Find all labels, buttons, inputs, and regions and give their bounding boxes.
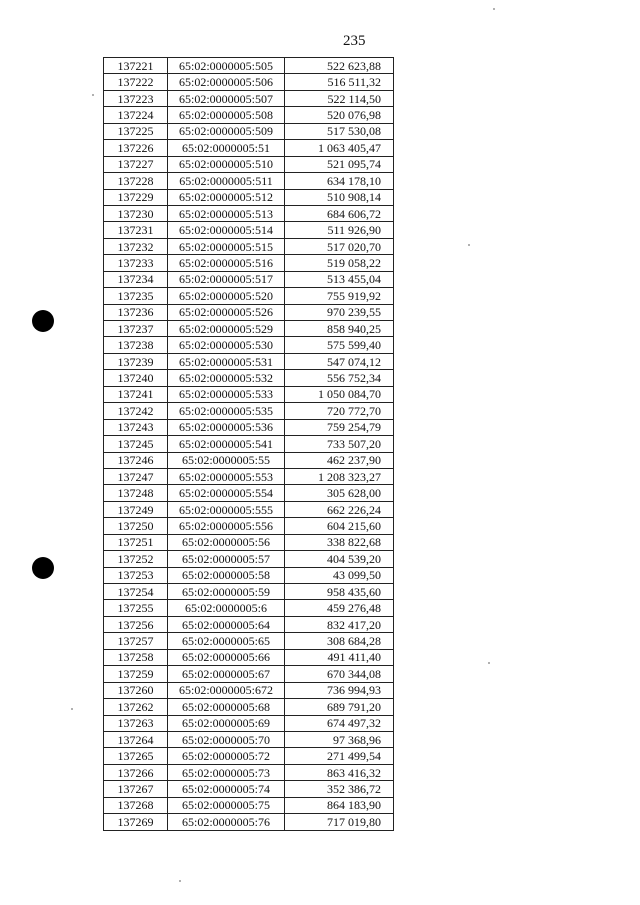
- cell-record-number: 137240: [104, 370, 168, 386]
- cell-record-number: 137259: [104, 666, 168, 682]
- table-row: [104, 74, 394, 90]
- scan-speck: [71, 708, 73, 710]
- cell-record-number: 137258: [104, 649, 168, 665]
- table-body: [104, 58, 394, 831]
- cell-record-number: 137253: [104, 567, 168, 583]
- cell-value: 308 684,28: [285, 633, 394, 649]
- cell-cadastral-number: 65:02:0000005:73: [168, 764, 285, 780]
- cell-cadastral-number: 65:02:0000005:517: [168, 271, 285, 287]
- table-row: [104, 584, 394, 600]
- scan-speck: [468, 244, 470, 246]
- cell-cadastral-number: 65:02:0000005:535: [168, 403, 285, 419]
- cell-record-number: 137256: [104, 616, 168, 632]
- cell-value: 459 276,48: [285, 600, 394, 616]
- table-row: [104, 551, 394, 567]
- table-row: [104, 781, 394, 797]
- cell-record-number: 137238: [104, 337, 168, 353]
- table-row: [104, 600, 394, 616]
- cell-record-number: 137230: [104, 205, 168, 221]
- scan-speck: [179, 880, 181, 882]
- table-row: [104, 173, 394, 189]
- table-row: [104, 436, 394, 452]
- cell-record-number: 137226: [104, 140, 168, 156]
- cell-cadastral-number: 65:02:0000005:56: [168, 534, 285, 550]
- cell-value: 516 511,32: [285, 74, 394, 90]
- table-row: [104, 666, 394, 682]
- table-row: [104, 304, 394, 320]
- table-row: [104, 419, 394, 435]
- cell-cadastral-number: 65:02:0000005:72: [168, 748, 285, 764]
- cell-cadastral-number: 65:02:0000005:515: [168, 238, 285, 254]
- cell-value: 863 416,32: [285, 764, 394, 780]
- cell-value: 755 919,92: [285, 288, 394, 304]
- cell-cadastral-number: 65:02:0000005:69: [168, 715, 285, 731]
- cell-value: 352 386,72: [285, 781, 394, 797]
- cell-cadastral-number: 65:02:0000005:526: [168, 304, 285, 320]
- cell-cadastral-number: 65:02:0000005:507: [168, 90, 285, 106]
- cell-cadastral-number: 65:02:0000005:58: [168, 567, 285, 583]
- cell-cadastral-number: 65:02:0000005:514: [168, 222, 285, 238]
- table-row: [104, 797, 394, 813]
- cell-record-number: 137223: [104, 90, 168, 106]
- cell-value: 720 772,70: [285, 403, 394, 419]
- table-row: [104, 468, 394, 484]
- cell-cadastral-number: 65:02:0000005:512: [168, 189, 285, 205]
- cell-record-number: 137248: [104, 485, 168, 501]
- cell-value: 670 344,08: [285, 666, 394, 682]
- table-row: [104, 386, 394, 402]
- cell-record-number: 137235: [104, 288, 168, 304]
- punch-hole: [32, 310, 54, 332]
- cell-cadastral-number: 65:02:0000005:536: [168, 419, 285, 435]
- cell-cadastral-number: 65:02:0000005:510: [168, 156, 285, 172]
- cell-record-number: 137221: [104, 58, 168, 74]
- table-row: [104, 814, 394, 830]
- cell-value: 1 208 323,27: [285, 468, 394, 484]
- cell-value: 689 791,20: [285, 699, 394, 715]
- cell-record-number: 137268: [104, 797, 168, 813]
- table-row: [104, 567, 394, 583]
- cell-value: 970 239,55: [285, 304, 394, 320]
- cell-record-number: 137234: [104, 271, 168, 287]
- cell-record-number: 137267: [104, 781, 168, 797]
- cell-cadastral-number: 65:02:0000005:64: [168, 616, 285, 632]
- cell-cadastral-number: 65:02:0000005:74: [168, 781, 285, 797]
- punch-hole: [32, 557, 54, 579]
- cell-record-number: 137260: [104, 682, 168, 698]
- cell-cadastral-number: 65:02:0000005:530: [168, 337, 285, 353]
- table-row: [104, 699, 394, 715]
- cell-value: 575 599,40: [285, 337, 394, 353]
- cell-cadastral-number: 65:02:0000005:68: [168, 699, 285, 715]
- cell-record-number: 137245: [104, 436, 168, 452]
- cell-value: 519 058,22: [285, 255, 394, 271]
- table-row: [104, 403, 394, 419]
- table-row: [104, 649, 394, 665]
- cell-cadastral-number: 65:02:0000005:556: [168, 518, 285, 534]
- cell-cadastral-number: 65:02:0000005:505: [168, 58, 285, 74]
- cell-cadastral-number: 65:02:0000005:76: [168, 814, 285, 830]
- cell-record-number: 137222: [104, 74, 168, 90]
- cell-cadastral-number: 65:02:0000005:532: [168, 370, 285, 386]
- table-row: [104, 370, 394, 386]
- cell-cadastral-number: 65:02:0000005:520: [168, 288, 285, 304]
- table-row: [104, 616, 394, 632]
- table-row: [104, 353, 394, 369]
- cell-value: 97 368,96: [285, 731, 394, 747]
- cell-cadastral-number: 65:02:0000005:529: [168, 321, 285, 337]
- table-row: [104, 222, 394, 238]
- cell-value: 517 020,70: [285, 238, 394, 254]
- cell-value: 674 497,32: [285, 715, 394, 731]
- cell-record-number: 137242: [104, 403, 168, 419]
- cell-cadastral-number: 65:02:0000005:506: [168, 74, 285, 90]
- cell-value: 491 411,40: [285, 649, 394, 665]
- cell-cadastral-number: 65:02:0000005:541: [168, 436, 285, 452]
- cell-record-number: 137228: [104, 173, 168, 189]
- table-row: [104, 238, 394, 254]
- scan-speck: [493, 8, 495, 10]
- cell-cadastral-number: 65:02:0000005:509: [168, 123, 285, 139]
- cell-record-number: 137236: [104, 304, 168, 320]
- table-row: [104, 633, 394, 649]
- cell-record-number: 137247: [104, 468, 168, 484]
- cell-cadastral-number: 65:02:0000005:70: [168, 731, 285, 747]
- cell-record-number: 137243: [104, 419, 168, 435]
- cell-cadastral-number: 65:02:0000005:672: [168, 682, 285, 698]
- cell-cadastral-number: 65:02:0000005:555: [168, 501, 285, 517]
- table-row: [104, 485, 394, 501]
- table-row: [104, 140, 394, 156]
- cell-record-number: 137265: [104, 748, 168, 764]
- table-row: [104, 288, 394, 304]
- cell-cadastral-number: 65:02:0000005:513: [168, 205, 285, 221]
- cell-record-number: 137262: [104, 699, 168, 715]
- table-row: [104, 271, 394, 287]
- cell-value: 271 499,54: [285, 748, 394, 764]
- cell-value: 864 183,90: [285, 797, 394, 813]
- cell-record-number: 137231: [104, 222, 168, 238]
- cell-value: 521 095,74: [285, 156, 394, 172]
- cell-value: 547 074,12: [285, 353, 394, 369]
- cell-cadastral-number: 65:02:0000005:508: [168, 107, 285, 123]
- table-row: [104, 255, 394, 271]
- cell-value: 43 099,50: [285, 567, 394, 583]
- cell-record-number: 137224: [104, 107, 168, 123]
- cell-value: 510 908,14: [285, 189, 394, 205]
- cell-value: 1 050 084,70: [285, 386, 394, 402]
- table-row: [104, 321, 394, 337]
- table-row: [104, 205, 394, 221]
- table-row: [104, 58, 394, 74]
- cell-value: 1 063 405,47: [285, 140, 394, 156]
- cell-cadastral-number: 65:02:0000005:554: [168, 485, 285, 501]
- cell-value: 733 507,20: [285, 436, 394, 452]
- cell-cadastral-number: 65:02:0000005:6: [168, 600, 285, 616]
- cell-cadastral-number: 65:02:0000005:511: [168, 173, 285, 189]
- cell-record-number: 137232: [104, 238, 168, 254]
- cell-cadastral-number: 65:02:0000005:533: [168, 386, 285, 402]
- cell-cadastral-number: 65:02:0000005:55: [168, 452, 285, 468]
- cell-cadastral-number: 65:02:0000005:51: [168, 140, 285, 156]
- cell-value: 736 994,93: [285, 682, 394, 698]
- cell-value: 662 226,24: [285, 501, 394, 517]
- cell-value: 338 822,68: [285, 534, 394, 550]
- cell-record-number: 137229: [104, 189, 168, 205]
- cell-cadastral-number: 65:02:0000005:65: [168, 633, 285, 649]
- cell-record-number: 137255: [104, 600, 168, 616]
- cell-cadastral-number: 65:02:0000005:531: [168, 353, 285, 369]
- cell-record-number: 137264: [104, 731, 168, 747]
- cell-value: 684 606,72: [285, 205, 394, 221]
- cell-record-number: 137237: [104, 321, 168, 337]
- cell-value: 305 628,00: [285, 485, 394, 501]
- table-row: [104, 731, 394, 747]
- cell-cadastral-number: 65:02:0000005:59: [168, 584, 285, 600]
- registry-table: [103, 57, 394, 831]
- cell-value: 517 530,08: [285, 123, 394, 139]
- cell-cadastral-number: 65:02:0000005:66: [168, 649, 285, 665]
- scan-speck: [488, 662, 490, 664]
- cell-value: 513 455,04: [285, 271, 394, 287]
- cell-record-number: 137263: [104, 715, 168, 731]
- cell-value: 462 237,90: [285, 452, 394, 468]
- table-row: [104, 156, 394, 172]
- cell-record-number: 137251: [104, 534, 168, 550]
- table-row: [104, 337, 394, 353]
- table-row: [104, 501, 394, 517]
- table-row: [104, 715, 394, 731]
- table-row: [104, 452, 394, 468]
- cell-record-number: 137266: [104, 764, 168, 780]
- cell-value: 958 435,60: [285, 584, 394, 600]
- cell-record-number: 137233: [104, 255, 168, 271]
- cell-value: 604 215,60: [285, 518, 394, 534]
- table-row: [104, 123, 394, 139]
- cell-record-number: 137227: [104, 156, 168, 172]
- table-row: [104, 682, 394, 698]
- cell-value: 520 076,98: [285, 107, 394, 123]
- cell-value: 556 752,34: [285, 370, 394, 386]
- cell-cadastral-number: 65:02:0000005:75: [168, 797, 285, 813]
- table-row: [104, 534, 394, 550]
- cell-cadastral-number: 65:02:0000005:516: [168, 255, 285, 271]
- table-row: [104, 764, 394, 780]
- cell-record-number: 137252: [104, 551, 168, 567]
- cell-record-number: 137225: [104, 123, 168, 139]
- table-row: [104, 189, 394, 205]
- cell-cadastral-number: 65:02:0000005:67: [168, 666, 285, 682]
- page-number: 235: [343, 33, 366, 49]
- cell-record-number: 137269: [104, 814, 168, 830]
- cell-value: 759 254,79: [285, 419, 394, 435]
- cell-record-number: 137246: [104, 452, 168, 468]
- table-row: [104, 107, 394, 123]
- table-row: [104, 90, 394, 106]
- cell-record-number: 137239: [104, 353, 168, 369]
- table-row: [104, 748, 394, 764]
- cell-value: 522 623,88: [285, 58, 394, 74]
- cell-record-number: 137249: [104, 501, 168, 517]
- cell-cadastral-number: 65:02:0000005:57: [168, 551, 285, 567]
- cell-cadastral-number: 65:02:0000005:553: [168, 468, 285, 484]
- cell-value: 858 940,25: [285, 321, 394, 337]
- cell-value: 511 926,90: [285, 222, 394, 238]
- cell-value: 832 417,20: [285, 616, 394, 632]
- cell-value: 717 019,80: [285, 814, 394, 830]
- cell-value: 522 114,50: [285, 90, 394, 106]
- cell-record-number: 137254: [104, 584, 168, 600]
- cell-record-number: 137241: [104, 386, 168, 402]
- cell-value: 404 539,20: [285, 551, 394, 567]
- cell-value: 634 178,10: [285, 173, 394, 189]
- cell-record-number: 137257: [104, 633, 168, 649]
- scan-speck: [92, 94, 94, 96]
- table-row: [104, 518, 394, 534]
- cell-record-number: 137250: [104, 518, 168, 534]
